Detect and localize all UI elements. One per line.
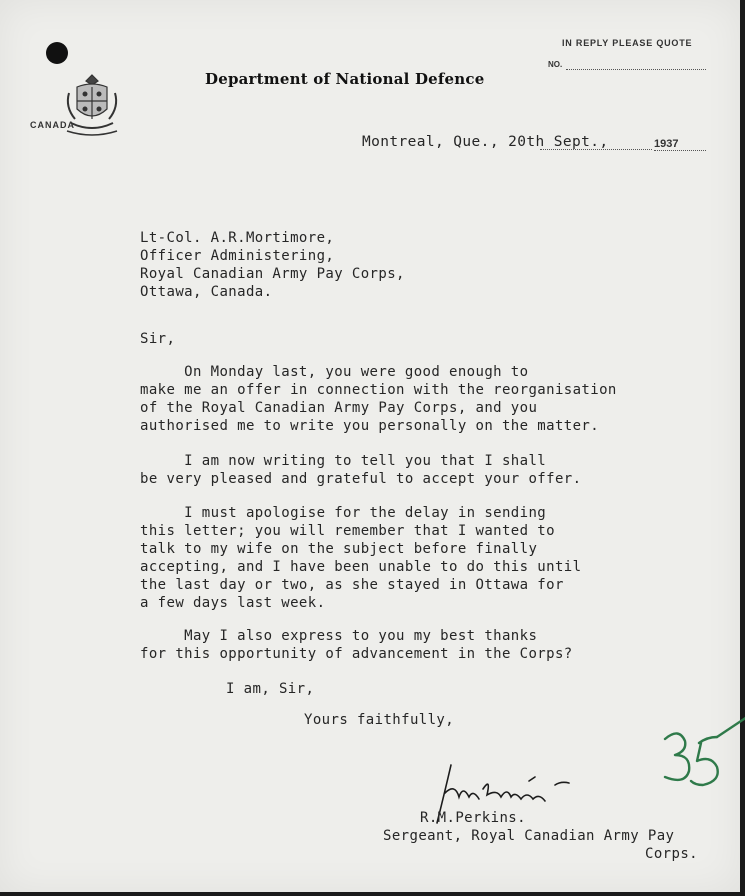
- reply-number-line: [566, 69, 706, 70]
- body-line: be very pleased and grateful to accept your offer.: [140, 471, 582, 487]
- body-line: accepting, and I have been unable to do this until: [140, 559, 582, 575]
- body-line: a few days last week.: [140, 595, 326, 611]
- recipient-line: Lt-Col. A.R.Mortimore,: [140, 230, 335, 246]
- crest-caption: CANADA: [30, 120, 75, 130]
- body-line: I am now writing to tell you that I shall: [140, 453, 547, 469]
- body-line: authorised me to write you personally on the matter.: [140, 418, 600, 434]
- salutation: Sir,: [140, 331, 176, 347]
- body-line: of the Royal Canadian Army Pay Corps, and you: [140, 400, 538, 416]
- signatory-rank-continued: Corps.: [645, 846, 698, 862]
- department-heading: Department of National Defence: [205, 70, 485, 88]
- recipient-line: Officer Administering,: [140, 248, 335, 264]
- body-line: for this opportunity of advancement in the Corps?: [140, 646, 573, 662]
- closing-valediction: Yours faithfully,: [304, 712, 455, 728]
- signatory-rank: Sergeant, Royal Canadian Army Pay: [383, 828, 675, 844]
- punch-hole: [46, 42, 68, 64]
- reply-header: IN REPLY PLEASE QUOTE: [562, 38, 693, 48]
- recipient-line: Ottawa, Canada.: [140, 284, 273, 300]
- body-line: talk to my wife on the subject before finally: [140, 541, 538, 557]
- handwritten-signature: [394, 740, 544, 812]
- date-dotted-line: [540, 149, 652, 150]
- reply-number-label: NO.: [548, 60, 563, 69]
- year-dotted-line: [654, 150, 706, 151]
- body-line: the last day or two, as she stayed in Ottawa for: [140, 577, 564, 593]
- body-line: On Monday last, you were good enough to: [140, 364, 529, 380]
- body-line: I must apologise for the delay in sending: [140, 505, 547, 521]
- body-line: make me an offer in connection with the reorganisation: [140, 382, 617, 398]
- date-line: Montreal, Que., 20th Sept.,: [362, 134, 609, 150]
- closing-line: I am, Sir,: [226, 681, 315, 697]
- date-year: 1937: [654, 138, 679, 150]
- body-line: this letter; you will remember that I wanted to: [140, 523, 555, 539]
- recipient-line: Royal Canadian Army Pay Corps,: [140, 266, 405, 282]
- handwritten-folio-number: [616, 686, 726, 776]
- body-line: May I also express to you my best thanks: [140, 628, 538, 644]
- signatory-name: R.M.Perkins.: [420, 810, 526, 826]
